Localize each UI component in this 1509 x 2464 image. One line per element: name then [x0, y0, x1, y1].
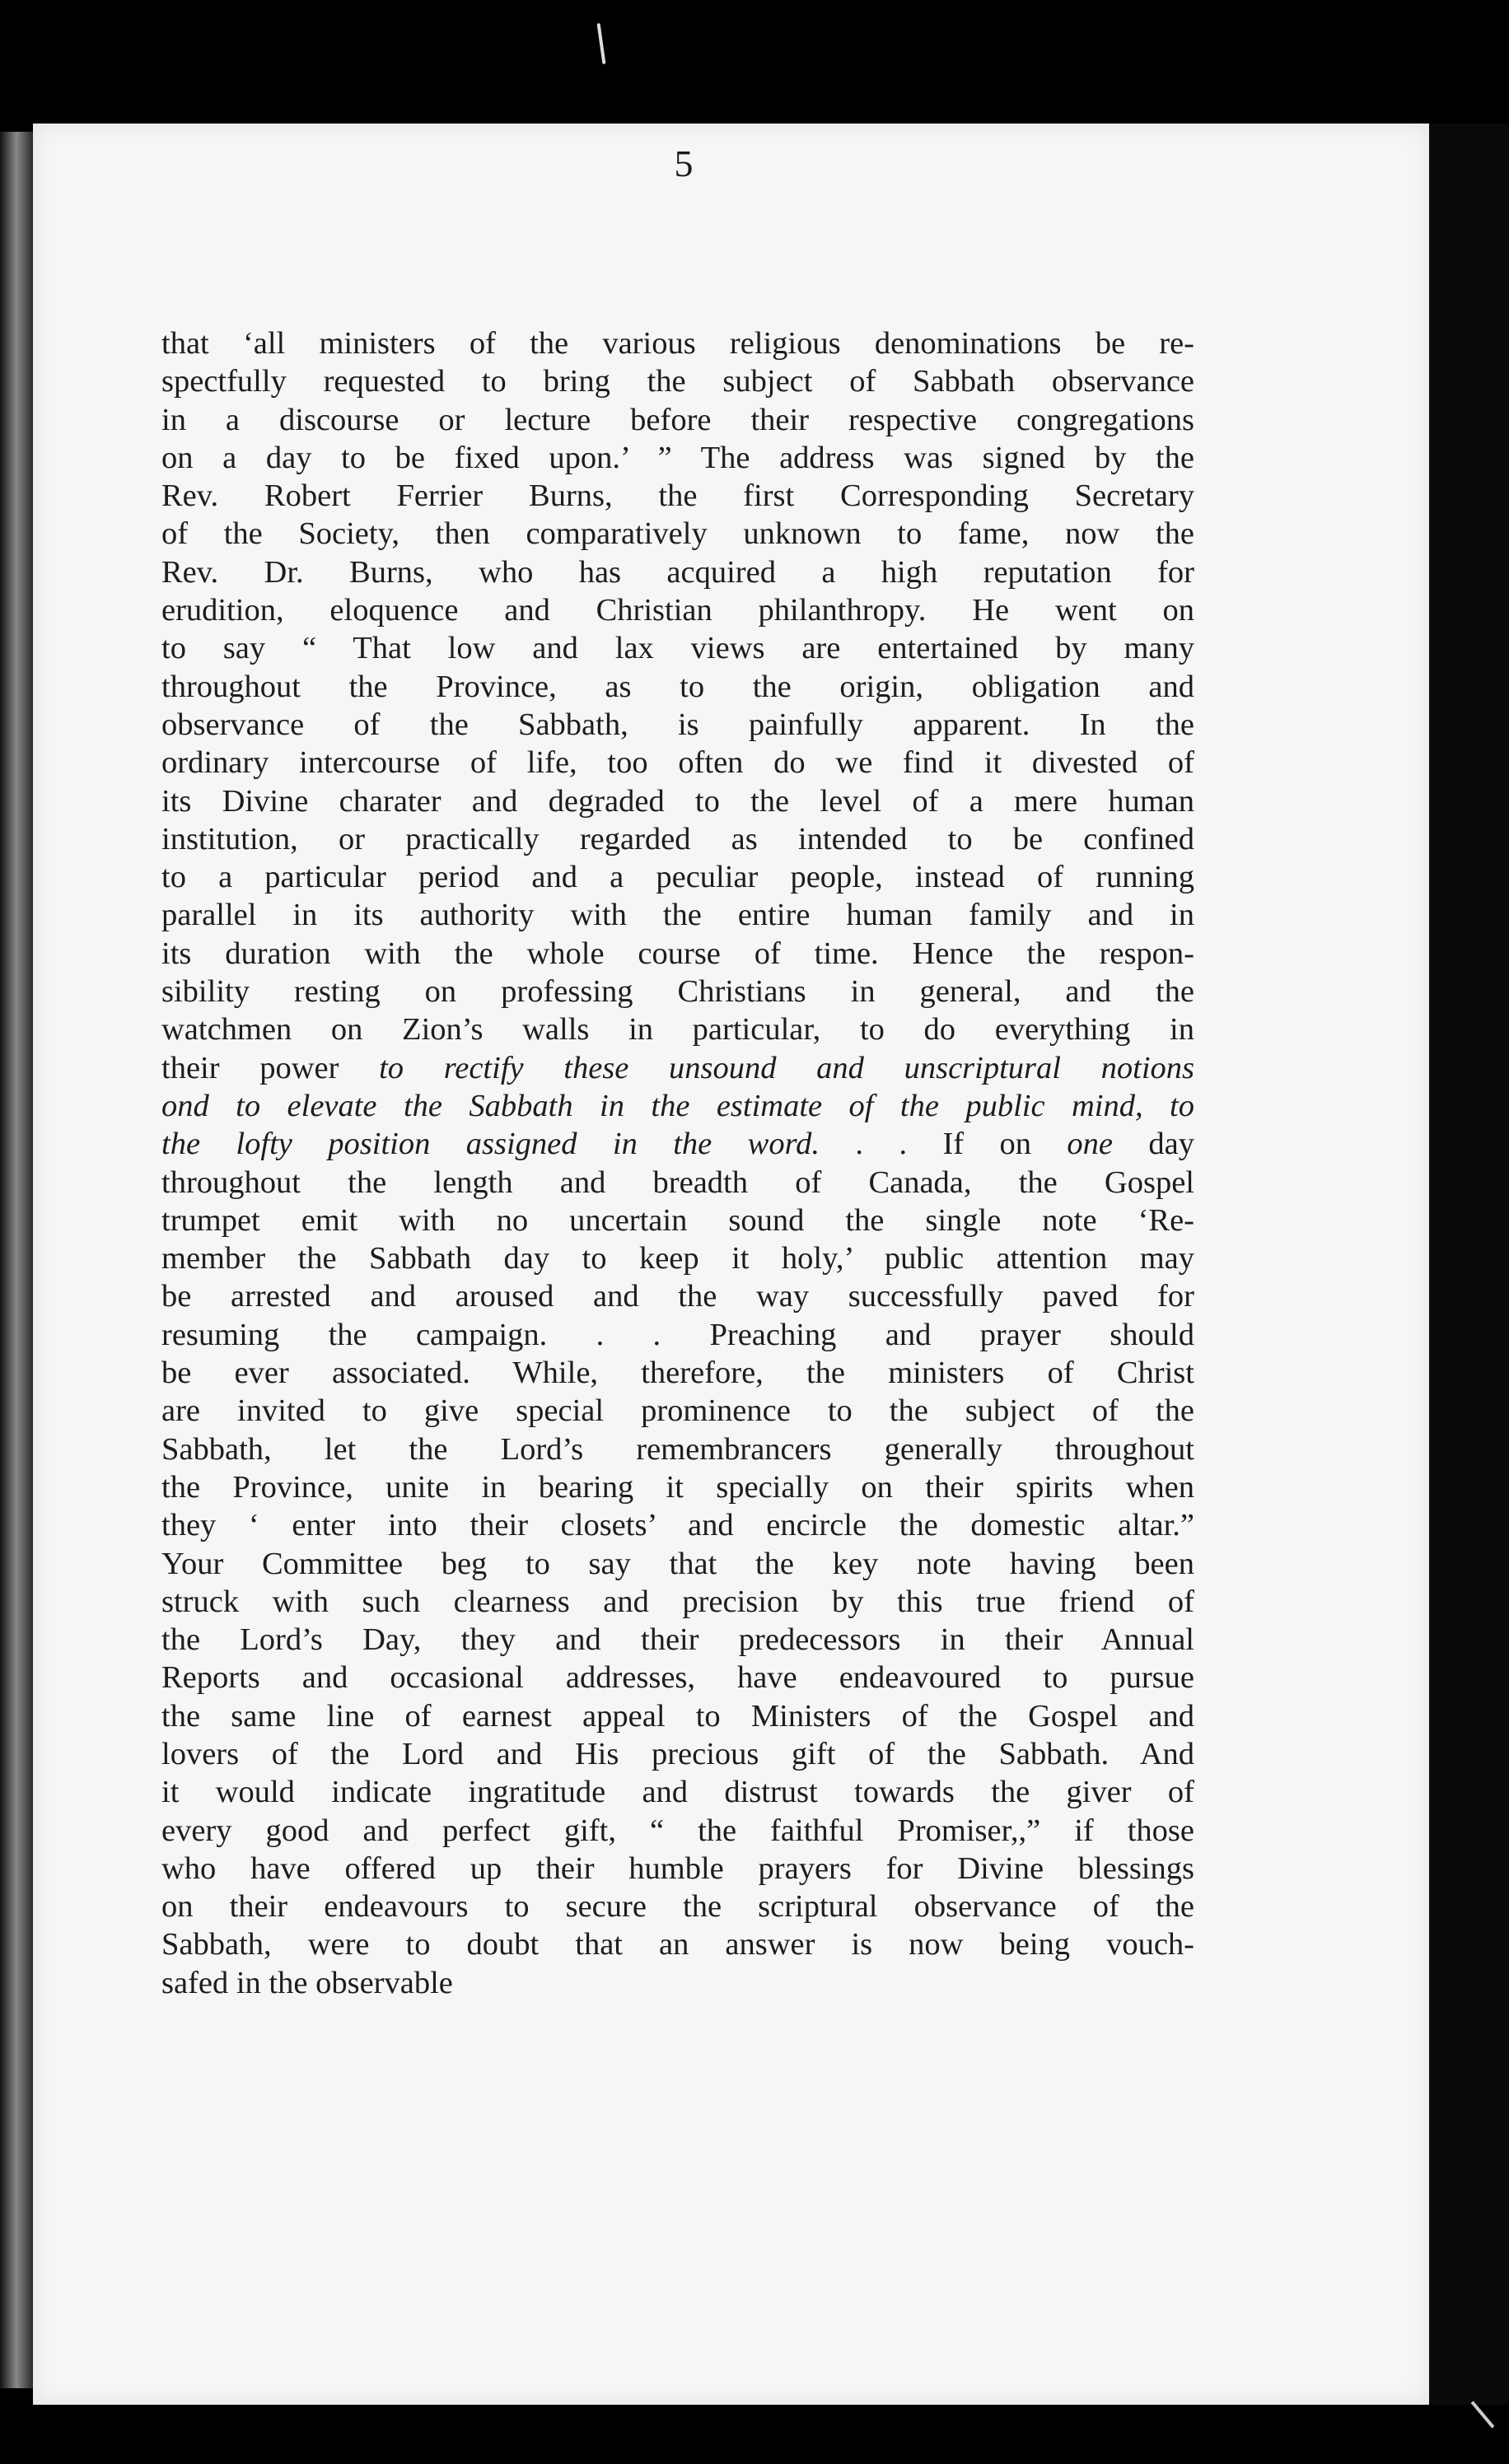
text-line: the Province, unite in bearing it specially on their spirits when — [161, 1469, 1194, 1505]
text-line-italic — [161, 1049, 1194, 1087]
text-line: Rev. Robert Ferrier Burns, the first Corresponding Secretary — [161, 478, 1194, 514]
italic-run: one — [1067, 1127, 1113, 1162]
text-line: are invited to give special prominence to the subject of the — [161, 1393, 1194, 1429]
text-line: Your Committee beg to say that the key note having been — [161, 1546, 1194, 1581]
text-line: spectfully requested to bring the subject of Sabbath observance — [161, 364, 1194, 399]
text-line: its Divine charater and degraded to the level of a mere human — [161, 783, 1194, 819]
text-line: on their endeavours to secure the scriptural observance of the — [161, 1889, 1194, 1925]
text-line: sibility resting on professing Christians in general, and the — [161, 974, 1194, 1010]
text-line: trumpet emit with no uncertain sound the single note ‘Re- — [161, 1202, 1194, 1238]
text-line: observance of the Sabbath, is painfully apparent. In the — [161, 707, 1194, 742]
text-line-italic: ond to elevate the Sabbath in the estimate of the public mind, to — [161, 1088, 1194, 1123]
text-line: every good and perfect gift, “ the faithful Promiser,,” if those — [161, 1813, 1194, 1848]
text-line: struck with such clearness and precision by this true friend of — [161, 1584, 1194, 1619]
scan-artifact-mark — [1471, 2401, 1495, 2428]
text-line: Rev. Dr. Burns, who has acquired a high reputation for — [161, 554, 1194, 590]
text-line: erudition, eloquence and Christian philanthropy. He went on — [161, 593, 1194, 628]
text-line: be arrested and aroused and the way successfully paved for — [161, 1279, 1194, 1314]
scan-border — [1429, 124, 1509, 2405]
text-line: watchmen on Zion’s walls in particular, to do everything in — [161, 1012, 1194, 1048]
text-run: day — [1113, 1127, 1194, 1162]
text-line: member the Sabbath day to keep it holy,’ public attention may — [161, 1241, 1194, 1276]
text-run: their power — [161, 1050, 380, 1085]
text-line: be ever associated. While, therefore, the ministers of Christ — [161, 1356, 1194, 1391]
text-line: in a discourse or lecture before their respective congregations — [161, 402, 1194, 437]
text-line: of the Society, then comparatively unknown to fame, now the — [161, 516, 1194, 552]
text-line: the Lord’s Day, they and their predecessors in their Annual — [161, 1622, 1194, 1658]
text-line: ordinary intercourse of life, too often do we find it divested of — [161, 745, 1194, 781]
italic-run: to rectify these unsound and unscriptural notions — [379, 1050, 1194, 1085]
body-text — [161, 324, 1194, 2002]
scan-artifact-mark — [597, 23, 606, 64]
text-line: Sabbath, let the Lord’s remembrancers generally throughout — [161, 1431, 1194, 1467]
text-line: to say “ That low and lax views are entertained by many — [161, 631, 1194, 666]
text-line: to a particular period and a peculiar people, instead of running — [161, 860, 1194, 895]
text-line: throughout the Province, as to the origin, obligation and — [161, 669, 1194, 704]
text-line-italic — [161, 1125, 1194, 1163]
text-line: that ‘all ministers of the various religious denominations be re- — [161, 326, 1194, 361]
text-line: lovers of the Lord and His precious gift of the Sabbath. And — [161, 1736, 1194, 1771]
text-line: its duration with the whole course of time. Hence the respon- — [161, 936, 1194, 971]
text-line: Sabbath, were to doubt that an answer is now being vouch- — [161, 1927, 1194, 1962]
text-line: on a day to be fixed upon.’ ” The address was signed by the — [161, 440, 1194, 475]
text-line: it would indicate ingratitude and distrust towards the giver of — [161, 1775, 1194, 1810]
text-line: Reports and occasional addresses, have endeavoured to pursue — [161, 1660, 1194, 1696]
text-line: throughout the length and breadth of Canada, the Gospel — [161, 1164, 1194, 1200]
italic-run: the lofty position assigned in the word. — [161, 1127, 820, 1162]
text-line: parallel in its authority with the entire human family and in — [161, 898, 1194, 933]
text-line: resuming the campaign. . . Preaching and prayer should — [161, 1317, 1194, 1352]
page-number: 5 — [674, 142, 694, 184]
text-line-last: safed in the observable — [161, 1965, 453, 2000]
text-line: they ‘ enter into their closets’ and encircle the domestic altar.” — [161, 1508, 1194, 1543]
text-run: . . If on — [820, 1127, 1068, 1162]
text-line: institution, or practically regarded as intended to be confined — [161, 821, 1194, 856]
left-page-edge — [0, 132, 33, 2388]
text-line: who have offered up their humble prayers for Divine blessings — [161, 1850, 1194, 1886]
text-line: the same line of earnest appeal to Ministers of the Gospel and — [161, 1698, 1194, 1734]
